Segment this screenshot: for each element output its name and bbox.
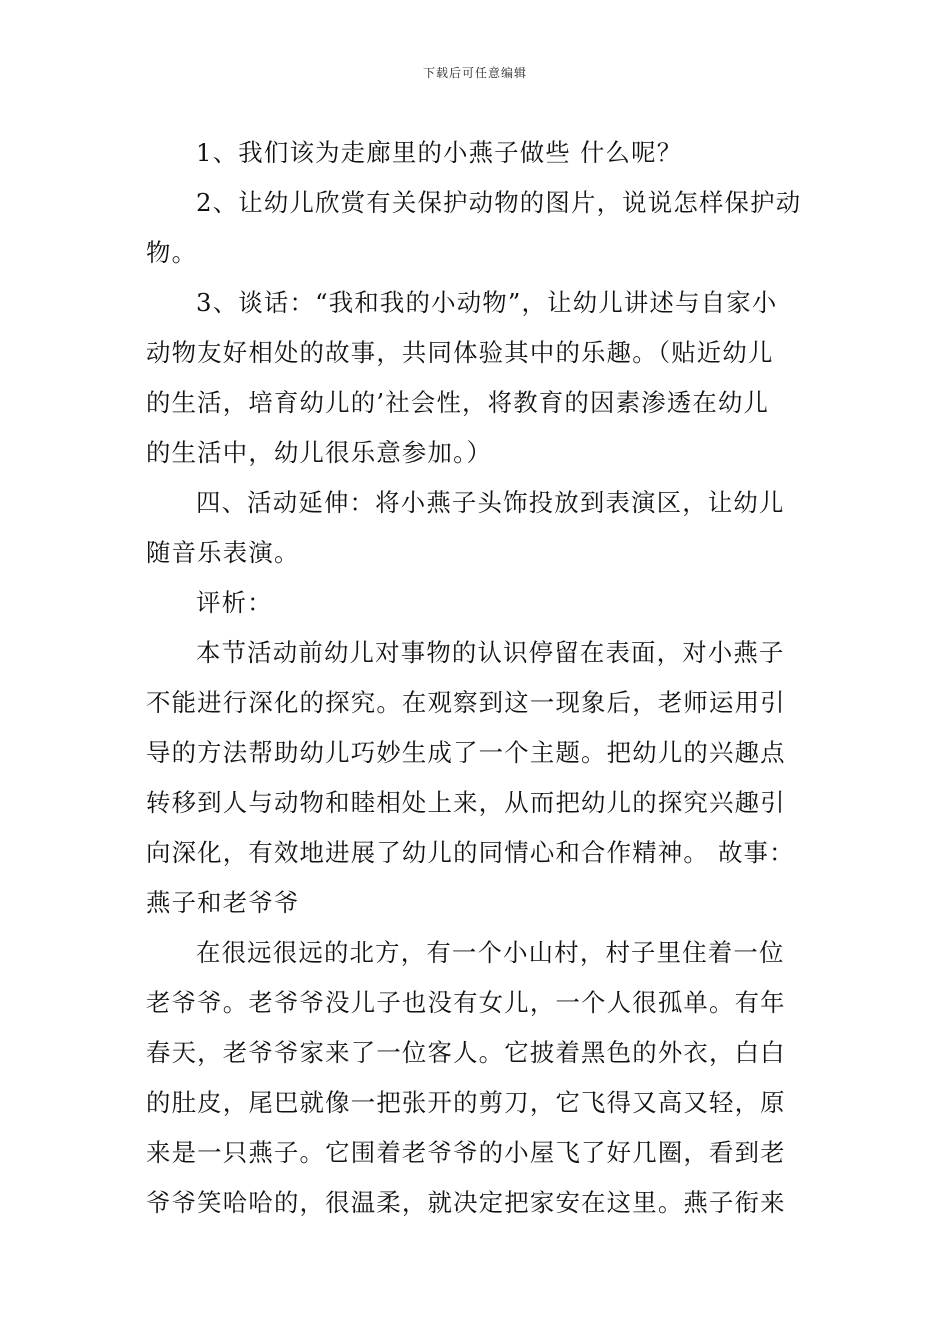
page-header: 下载后可任意编辑: [422, 66, 527, 80]
document-body: [146, 128, 816, 1228]
text-line: 四、活动延伸：将小燕子头饰投放到表演区，让幼儿: [196, 488, 785, 517]
section-heading: 评析：: [196, 588, 273, 617]
text-line: 向深化，有效地进展了幼儿的同情心和合作精神。 故事：: [146, 838, 795, 867]
text-line: 随音乐表演。: [146, 538, 300, 567]
text-line: 老爷爷。老爷爷没儿子也没有女儿，一个人很孤单。有年: [146, 988, 786, 1017]
text-line: 在很远很远的北方，有一个小山村，村子里住着一位: [196, 938, 785, 967]
text-line: 转移到人与动物和睦相处上来，从而把幼儿的探究兴趣引: [146, 788, 786, 817]
text-line: 2、让幼儿欣赏有关保护动物的图片，说说怎样保护动: [196, 188, 802, 217]
text-line: 物。: [146, 238, 198, 267]
text-line: 动物友好相处的故事，共同体验其中的乐趣。（贴近幼儿: [146, 338, 774, 367]
text-line: 不能进行深化的探究。在观察到这一现象后，老师运用引: [146, 688, 786, 717]
text-line: 的生活，培育幼儿的’社会性，将教育的因素渗透在幼儿: [146, 388, 770, 417]
text-line: 3、谈话：“我和我的小动物”，让幼儿讲述与自家小: [196, 288, 778, 317]
text-line: 的生活中，幼儿很乐意参加。）: [146, 438, 493, 467]
story-title: 燕子和老爷爷: [146, 888, 300, 917]
text-line: 爷爷笑哈哈的，很温柔，就决定把家安在这里。燕子衔来: [146, 1188, 786, 1217]
text-line: 1、我们该为走廊里的小燕子做些 什么呢？: [196, 138, 683, 167]
text-line: 来是一只燕子。它围着老爷爷的小屋飞了好几圈，看到老: [146, 1138, 786, 1167]
text-line: 导的方法帮助幼儿巧妙生成了一个主题。把幼儿的兴趣点: [146, 738, 786, 767]
text-line: 春天，老爷爷家来了一位客人。它披着黑色的外衣，白白: [146, 1038, 786, 1067]
text-line: 的肚皮，尾巴就像一把张开的剪刀，它飞得又高又轻，原: [146, 1088, 786, 1117]
text-line: 本节活动前幼儿对事物的认识停留在表面，对小燕子: [196, 638, 785, 667]
